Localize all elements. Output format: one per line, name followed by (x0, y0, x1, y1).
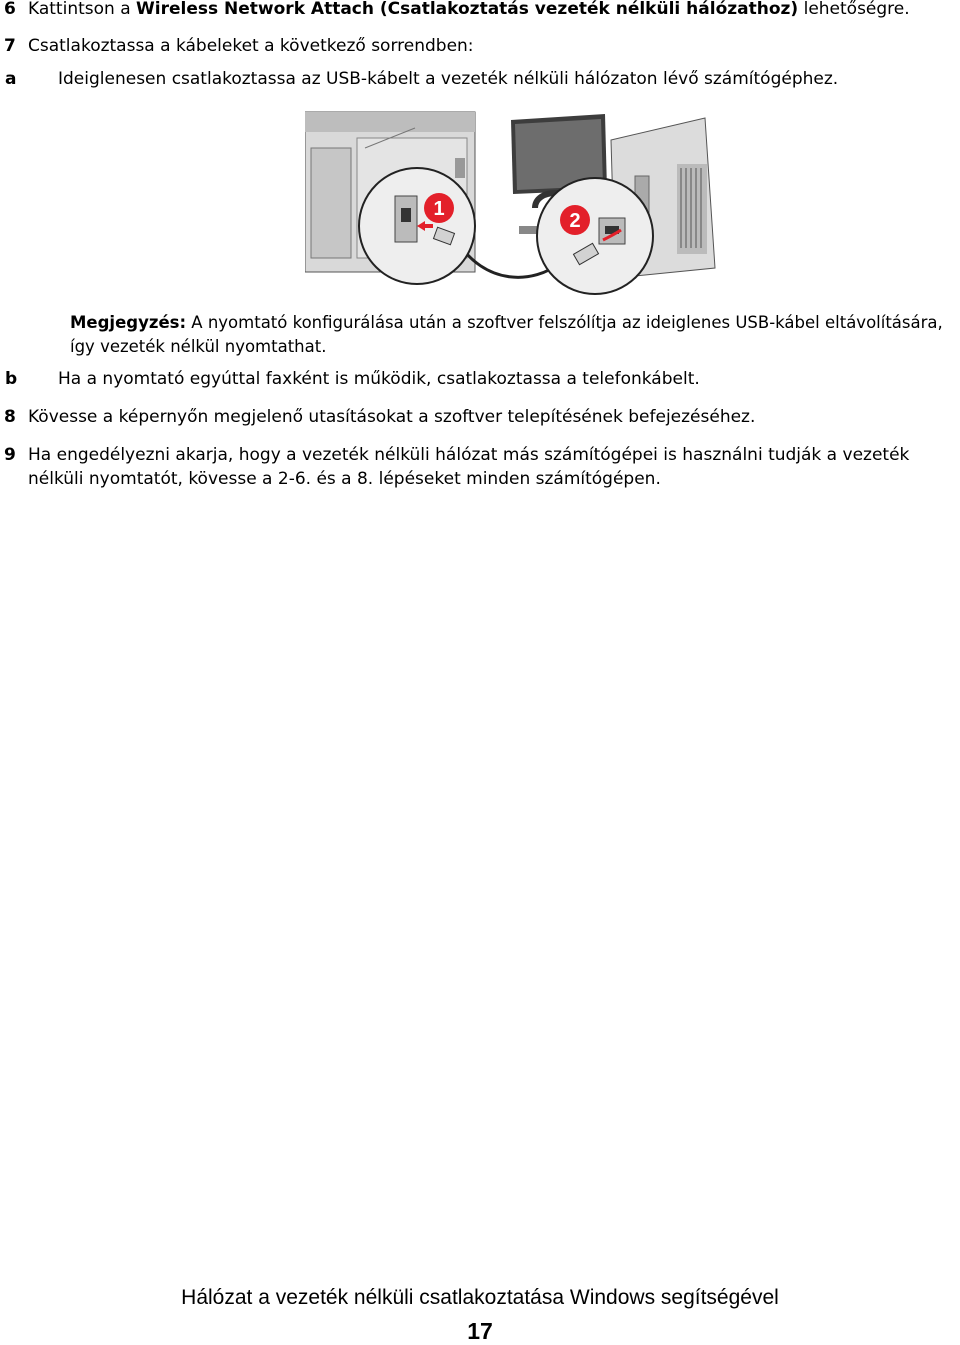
substep-letter: b (5, 369, 18, 389)
usb-connection-illustration (305, 108, 717, 298)
substep-text: Ideiglenesen csatlakoztassa az USB-kábelt a vezeték nélküli hálózaton lévő számítógéphez. (58, 69, 839, 89)
step-text-end: lehetőségre. (798, 0, 910, 19)
callout-1-label: 1 (433, 198, 445, 220)
step-number: 6 (4, 0, 16, 19)
step-9-text: Ha engedélyezni akarja, hogy a vezeték nélküli hálózat más számítógépei is használni tudják a vezeték nélküli nyomtatót, kövesse a 2-6. és a 8. lépéseket minden számítógépen. (28, 445, 910, 489)
callout-2-label: 2 (569, 210, 581, 232)
step-bold-text: Wireless Network Attach (Csatlakoztatás vezeték nélküli hálózathoz) (136, 0, 799, 19)
footer-title: Hálózat a vezeték nélküli csatlakoztatása Windows segítségével (181, 1286, 779, 1309)
step-text: Kövesse a képernyőn megjelenő utasításokat a szoftver telepítésének befejezéséhez. (28, 407, 756, 427)
substep-letter: a (5, 69, 17, 89)
step-number: 9 (4, 445, 16, 465)
page-number: 17 (467, 1318, 493, 1344)
note-text: A nyomtató konfigurálása után a szoftver felszólítja az ideiglenes USB-kábel eltávolítására, így vezeték nélkül nyomtathat. (70, 313, 943, 356)
step-text: Csatlakoztassa a kábeleket a következő sorrendben: (28, 36, 474, 56)
step-text: Kattintson a (28, 0, 137, 19)
substep-text: Ha a nyomtató egyúttal faxként is működik, csatlakoztassa a telefonkábelt. (58, 369, 700, 389)
step-number: 7 (4, 36, 16, 56)
note (70, 311, 960, 359)
step-number: 8 (4, 407, 16, 427)
note-label: Megjegyzés: (70, 313, 187, 332)
